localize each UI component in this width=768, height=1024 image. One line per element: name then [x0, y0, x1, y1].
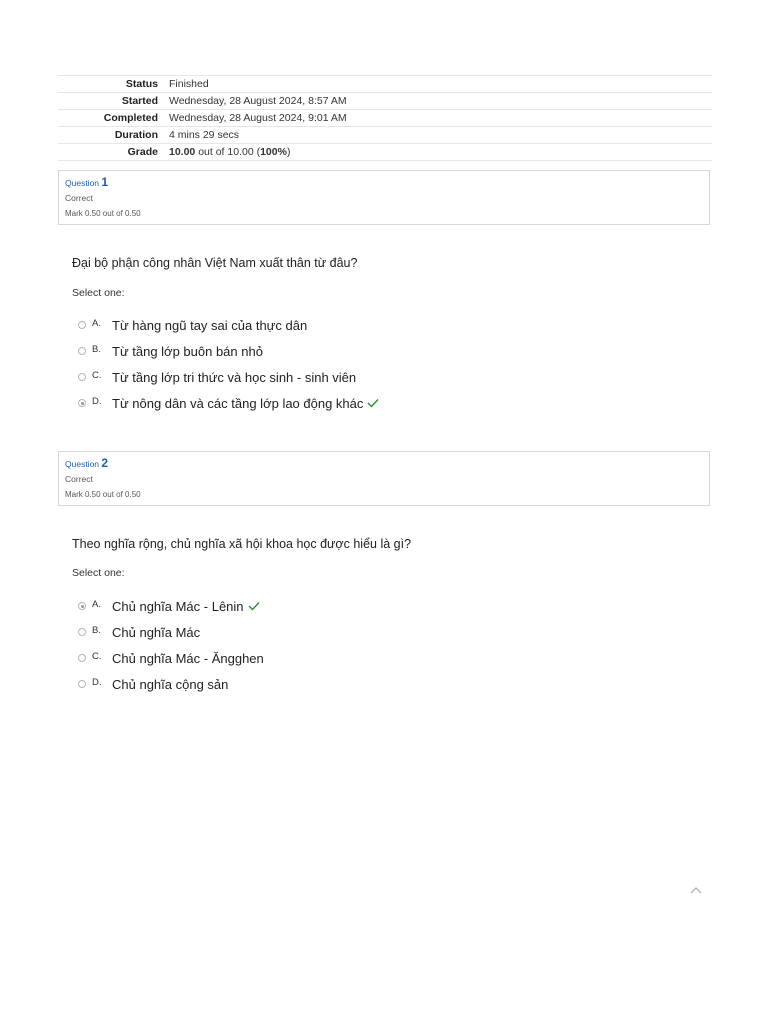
- summary-row-status: [58, 76, 712, 93]
- option-text: Từ nông dân và các tầng lớp lao động khác: [112, 395, 364, 411]
- option-text: Chủ nghĩa Mác: [112, 624, 201, 640]
- question-state: Correct: [65, 474, 93, 484]
- question-state: Correct: [65, 193, 93, 203]
- grade-outof: out of 10.00 (: [195, 146, 261, 158]
- summary-label: Grade: [58, 144, 169, 161]
- radio-button[interactable]: [78, 321, 86, 329]
- question-1-prompt: Select one:: [72, 287, 125, 299]
- question-2-option-d[interactable]: [78, 675, 228, 693]
- question-1-option-d[interactable]: [78, 394, 379, 412]
- summary-value: [169, 144, 712, 161]
- option-letter: D.: [92, 676, 102, 688]
- question-mark: Mark 0.50 out of 0.50: [65, 490, 141, 499]
- summary-label: Started: [58, 93, 169, 110]
- option-letter: B.: [92, 624, 101, 636]
- grade-score: 10.00: [169, 146, 196, 158]
- radio-button[interactable]: [78, 373, 86, 381]
- question-number-value: 1: [101, 175, 109, 189]
- option-text: Từ hàng ngũ tay sai của thực dân: [112, 317, 308, 333]
- radio-button[interactable]: [78, 347, 86, 355]
- radio-button[interactable]: [78, 680, 86, 688]
- option-letter: A.: [92, 598, 101, 610]
- option-letter: C.: [92, 369, 102, 381]
- option-text: Từ tầng lớp tri thức và học sinh - sinh viên: [112, 369, 357, 385]
- question-1-text: Đại bộ phận công nhân Việt Nam xuất thân từ đâu?: [72, 256, 358, 270]
- option-letter: A.: [92, 317, 101, 329]
- question-2-option-a[interactable]: [78, 597, 260, 615]
- question-2-text: Theo nghĩa rộng, chủ nghĩa xã hội khoa học được hiểu là gì?: [72, 537, 412, 551]
- question-number: [65, 175, 703, 190]
- chevron-up-icon[interactable]: [689, 885, 703, 895]
- radio-button-selected[interactable]: [78, 602, 86, 610]
- question-1-option-c[interactable]: [78, 368, 356, 386]
- option-letter: D.: [92, 395, 102, 407]
- summary-value: Finished: [169, 76, 712, 93]
- summary-value: Wednesday, 28 August 2024, 8:57 AM: [169, 93, 712, 110]
- summary-label: Completed: [58, 110, 169, 127]
- attempt-summary-table: [58, 75, 712, 161]
- question-mark: Mark 0.50 out of 0.50: [65, 209, 141, 218]
- question-number-value: 2: [101, 456, 109, 470]
- option-text: Chủ nghĩa cộng sản: [112, 676, 229, 692]
- question-number: [65, 456, 703, 471]
- summary-row-duration: [58, 127, 712, 144]
- summary-value: 4 mins 29 secs: [169, 127, 712, 144]
- checkmark-icon: [248, 601, 260, 611]
- radio-button-selected[interactable]: [78, 399, 86, 407]
- question-2-option-b[interactable]: [78, 623, 200, 641]
- option-letter: C.: [92, 650, 102, 662]
- summary-row-completed: [58, 110, 712, 127]
- summary-row-started: [58, 93, 712, 110]
- summary-value: Wednesday, 28 August 2024, 9:01 AM: [169, 110, 712, 127]
- question-label: Question: [65, 459, 100, 469]
- question-1-info: [58, 170, 710, 225]
- checkmark-icon: [367, 398, 379, 408]
- question-1-option-b[interactable]: [78, 342, 263, 360]
- radio-button[interactable]: [78, 628, 86, 636]
- option-text: Chủ nghĩa Mác - Ăngghen: [112, 650, 264, 666]
- summary-label: Duration: [58, 127, 169, 144]
- summary-row-grade: [58, 144, 712, 161]
- option-text: Chủ nghĩa Mác - Lênin: [112, 598, 244, 614]
- question-2-option-c[interactable]: [78, 649, 264, 667]
- question-2-prompt: Select one:: [72, 567, 125, 579]
- question-2-info: [58, 451, 710, 506]
- question-label: Question: [65, 178, 100, 188]
- option-text: Từ tầng lớp buôn bán nhỏ: [112, 343, 263, 359]
- grade-close: ): [286, 146, 291, 158]
- question-1-option-a[interactable]: [78, 316, 307, 334]
- radio-button[interactable]: [78, 654, 86, 662]
- option-letter: B.: [92, 343, 101, 355]
- grade-percent: 100%: [260, 146, 287, 158]
- summary-label: Status: [58, 76, 169, 93]
